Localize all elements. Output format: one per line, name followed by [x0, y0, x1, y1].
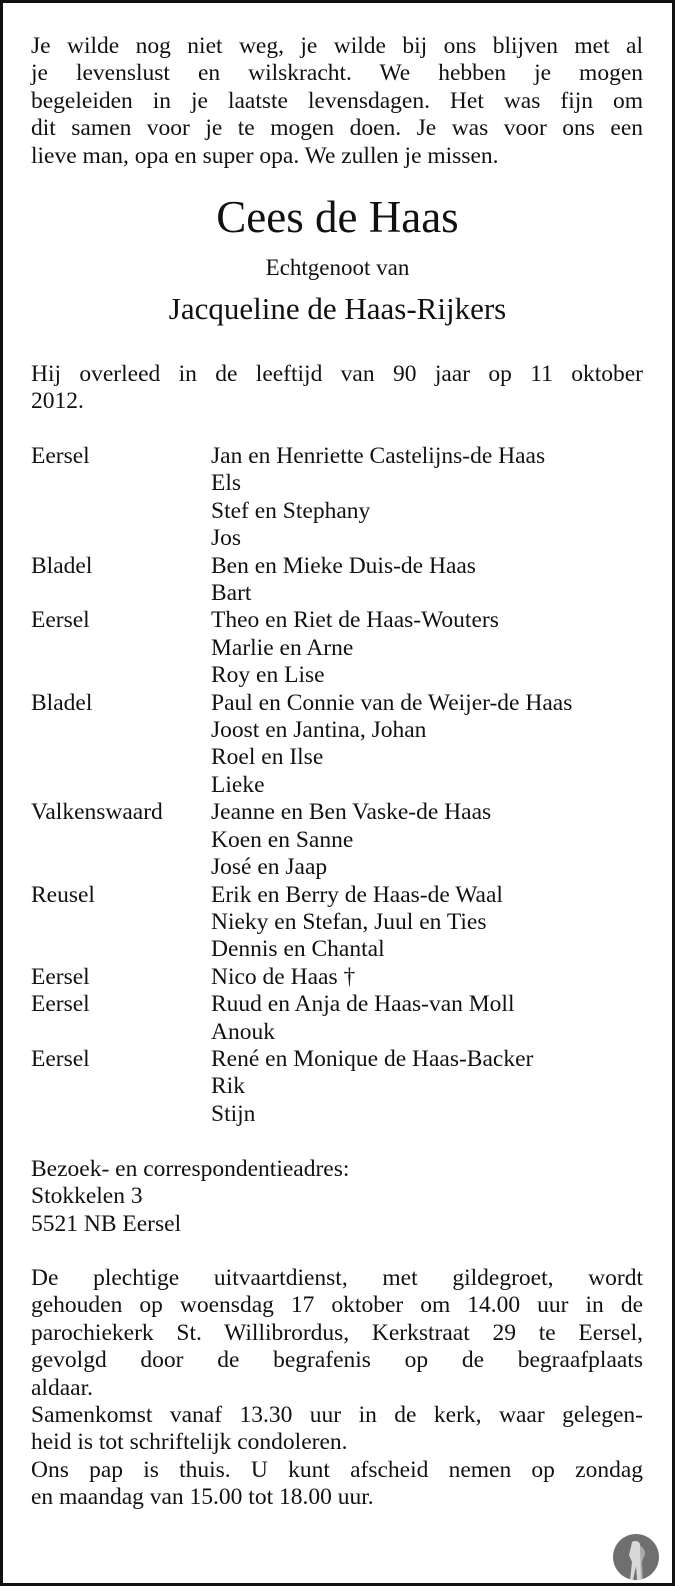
family-place [31, 854, 211, 881]
intro-line: begeleiden in je laatste levensdagen. Het was fijn om [31, 87, 643, 114]
address-line: Stokkelen 3 [31, 1183, 143, 1210]
intro-line: Je wilde nog niet weg, je wilde bij ons blijven met al [31, 33, 643, 59]
family-row [31, 827, 643, 854]
spouse-label: Echtgenoot van [265, 255, 410, 280]
family-row [31, 882, 643, 909]
family-row [31, 1101, 643, 1128]
family-place [31, 635, 211, 662]
family-row [31, 744, 643, 771]
family-row [31, 498, 643, 525]
family-row [31, 936, 643, 963]
family-row [31, 443, 643, 470]
family-member-names: Jos [211, 525, 242, 552]
family-place [31, 909, 211, 936]
family-list [31, 443, 643, 1128]
family-row [31, 772, 643, 799]
family-row [31, 1046, 643, 1073]
family-row [31, 662, 643, 689]
family-member-names: René en Monique de Haas-Backer [211, 1045, 534, 1072]
family-member-names: José en Jaap [211, 854, 328, 881]
family-row [31, 690, 643, 717]
gathering-line: Ons pap is thuis. U kunt afscheid nemen op zondag [31, 1456, 643, 1483]
family-row [31, 854, 643, 881]
gathering-line: Samenkomst vanaf 13.30 uur in de kerk, waar gelegen- [31, 1402, 643, 1428]
family-member-names: Els [211, 470, 242, 497]
family-member-names: Rik [211, 1073, 245, 1100]
family-place: Bladel [31, 689, 93, 716]
family-place: Reusel [31, 881, 95, 908]
family-place [31, 717, 211, 744]
intro-line: lieve man, opa en super opa. We zullen je missen. [31, 142, 499, 169]
family-place [31, 827, 211, 854]
death-line: 2012. [31, 388, 84, 415]
family-place: Eersel [31, 991, 90, 1018]
death-notice [31, 361, 643, 416]
funeral-service-paragraph [31, 1265, 643, 1402]
family-row [31, 635, 643, 662]
family-member-names: Nico de Haas † [211, 963, 356, 990]
family-row [31, 909, 643, 936]
family-member-names: Roy en Lise [211, 662, 325, 689]
family-row [31, 580, 643, 607]
address-line: Bezoek- en correspondentieadres: [31, 1156, 350, 1182]
family-member-names: Erik en Berry de Haas-de Waal [211, 881, 503, 908]
family-member-names: Anouk [211, 1018, 275, 1045]
family-row [31, 717, 643, 744]
family-place [31, 498, 211, 525]
family-row [31, 799, 643, 826]
service-line: gevolgd door de begrafenis op de begraafplaats [31, 1347, 643, 1374]
family-place [31, 744, 211, 771]
service-line: gehouden op woensdag 17 oktober om 14.00 uur in de [31, 1292, 643, 1319]
family-place: Eersel [31, 963, 90, 990]
family-member-names: Ruud en Anja de Haas-van Moll [211, 991, 515, 1018]
service-line: aldaar. [31, 1374, 93, 1401]
memorial-logo-icon [613, 1534, 659, 1580]
family-place [31, 1019, 211, 1046]
family-place: Eersel [31, 607, 90, 634]
deceased-name: Cees de Haas [216, 192, 459, 242]
family-member-names: Joost en Jantina, Johan [211, 717, 427, 744]
spouse-name: Jacqueline de Haas-Rijkers [168, 291, 507, 326]
family-row [31, 1073, 643, 1100]
gathering-line: en maandag van 15.00 tot 18.00 uur. [31, 1484, 374, 1511]
family-member-names: Ben en Mieke Duis-de Haas [211, 552, 476, 579]
family-place: Bladel [31, 552, 93, 579]
family-place: Eersel [31, 443, 90, 469]
family-member-names: Stijn [211, 1100, 256, 1127]
intro-line: je levenslust en wilskracht. We hebben je mogen [31, 60, 643, 87]
family-row [31, 553, 643, 580]
family-row [31, 964, 643, 991]
family-member-names: Jan en Henriette Castelijns-de Haas [211, 443, 546, 469]
family-place [31, 772, 211, 799]
family-place [31, 1101, 211, 1128]
family-member-names: Stef en Stephany [211, 497, 371, 524]
address-line: 5521 NB Eersel [31, 1210, 182, 1237]
family-member-names: Jeanne en Ben Vaske-de Haas [211, 799, 492, 826]
family-place [31, 580, 211, 607]
gathering-paragraph [31, 1402, 643, 1512]
family-member-names: Roel en Ilse [211, 744, 324, 771]
service-line: parochiekerk St. Willibrordus, Kerkstraat 29 te Eersel, [31, 1319, 643, 1346]
family-row [31, 991, 643, 1018]
address-block [31, 1156, 643, 1238]
family-place [31, 470, 211, 497]
family-member-names: Dennis en Chantal [211, 936, 385, 963]
intro-line: dit samen voor je te mogen doen. Je was voor ons een [31, 115, 643, 142]
family-place [31, 662, 211, 689]
gathering-line: heid is tot schriftelijk condoleren. [31, 1429, 348, 1456]
family-place: Eersel [31, 1045, 90, 1072]
family-member-names: Paul en Connie van de Weijer-de Haas [211, 689, 573, 716]
family-row [31, 607, 643, 634]
family-member-names: Theo en Riet de Haas-Wouters [211, 607, 499, 634]
family-place: Valkenswaard [31, 799, 163, 826]
family-member-names: Koen en Sanne [211, 826, 354, 853]
family-row [31, 525, 643, 552]
family-row [31, 1019, 643, 1046]
family-member-names: Bart [211, 580, 252, 607]
death-line: Hij overleed in de leeftijd van 90 jaar op 11 oktober [31, 361, 643, 387]
family-member-names: Lieke [211, 771, 265, 798]
service-line: De plechtige uitvaartdienst, met gildegroet, wordt [31, 1265, 643, 1291]
family-member-names: Marlie en Arne [211, 634, 354, 661]
family-place [31, 1073, 211, 1100]
intro-paragraph [31, 33, 643, 170]
family-row [31, 470, 643, 497]
family-place [31, 936, 211, 963]
family-place [31, 525, 211, 552]
family-member-names: Nieky en Stefan, Juul en Ties [211, 908, 487, 935]
